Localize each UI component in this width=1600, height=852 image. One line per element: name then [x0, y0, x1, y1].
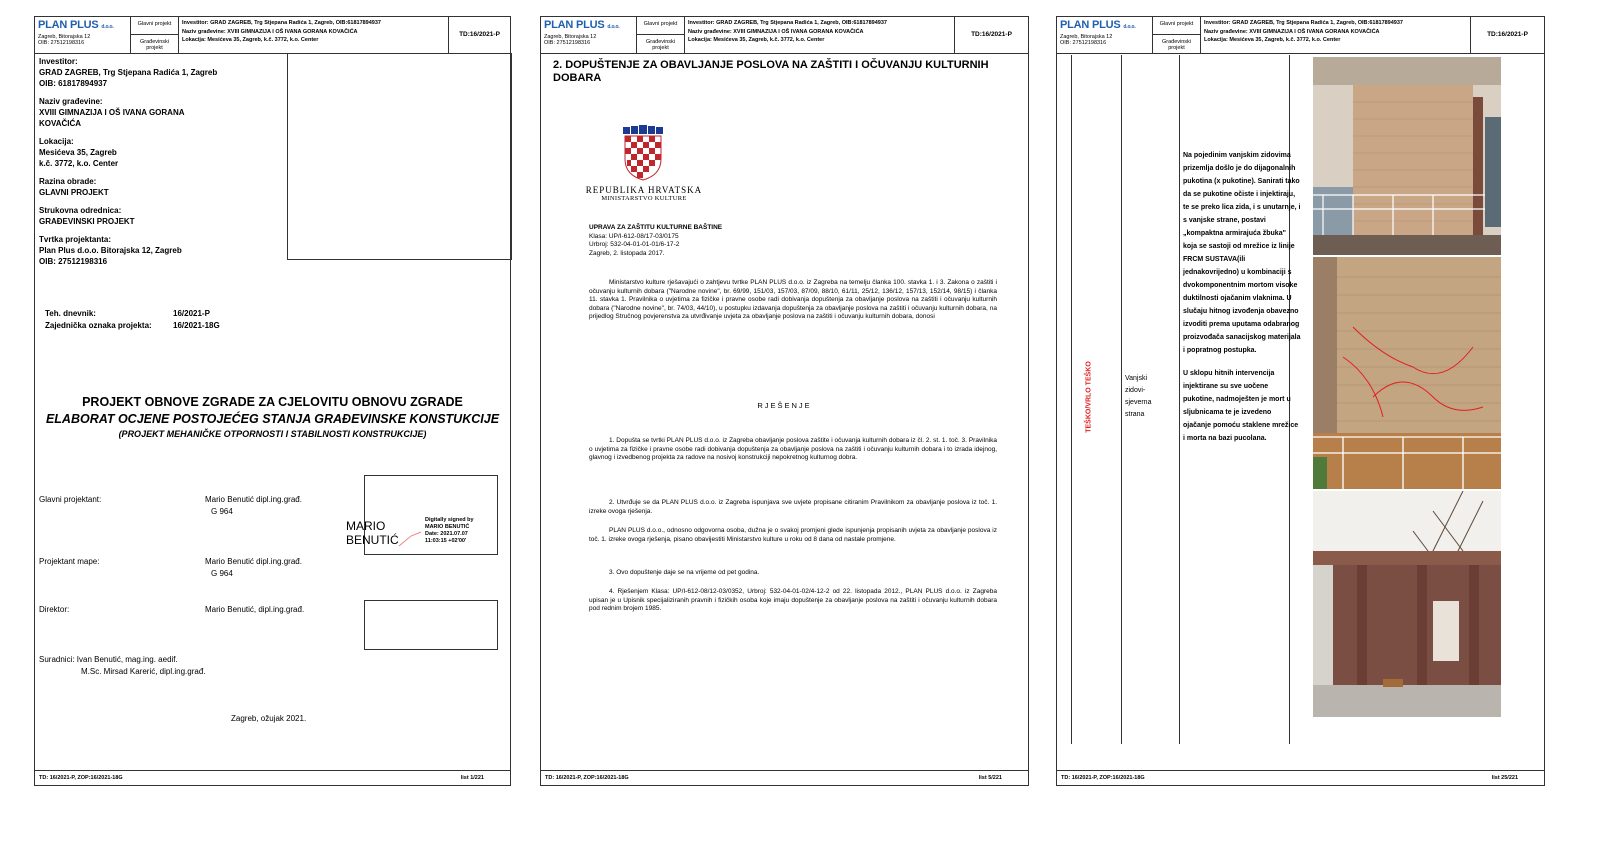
- decision-point-2: 2. Utvrđuje se da PLAN PLUS d.o.o. iz Zagreba ispunjava sve uvjete propisane citiranim Pravilnikom za obavljanje poslova iz toč. 1. izreke ovoga rješenja.: [589, 499, 997, 515]
- document-page-1: PLAN PLUS d.o.o. Zagreb, Bitorajska 12 OIB: 27512198316 Glavni projekt Građevinski projekt Investitor: GRAD ZAGREB, Trg Stjepana Radića 1, Zagreb, OIB:61817894937 Naziv građevine: XVIII GIMNAZIJA I OŠ IVANA GORANA KOVAČIĆA Lokacija: Mesićeva 35, Zagreb, k.č. 3772, k.o. Center TD:16/2021-P Investitor: GRAD ZAGREB, Trg Stjepana Radića 1, Zagreb OIB: 61817894937 Naziv građevine: XVIII GIMNAZIJA I OŠ IVANA GORANA KOVAČIĆA Lokacija: Mesićeva 35, Zagreb k.č. 3772, k.o. Center Razina obrade: GLAVNI PROJEKT Strukovna odrednica: GRAĐEVINSKI PROJEKT Tvrtka projektanta: Plan Plus d.o.o. Bitorajska 12, Zagreb OIB: 27512198316 Teh. dnevnik: 16/2021-P Zajednička oznaka projekta: 16/2021-18G PROJEKT OBNOVE ZGRADE ZA CJELOVITU OBNOVU ZGRADE ELABORAT OCJENE POSTOJEĆEG STANJA GRAĐEVINSKE KONSTUKCIJE (PROJEKT MEHANIČKE OTPORNOSTI I STABILNOSTI KONSTRUKCIJE) Glavni projektant: Mario Benutić dipl.ing.građ. G 964 MARIO BENUTIĆ Digitally signed by MARIO BENUTIĆ Date: 2021.07.07 11:03:15 +02'00' Projektant mape: Mario Benutić dipl.ing.građ. G 964 Direktor: Mario Benutić, dipl.ing.građ. Suradnici: Ivan Benutić, mag.ing. aedif. M.Sc. Mirsad Karerić, dipl.ing.građ. Zagreb, ožujak 2021. TD: 16/2021-P, ZOP:16/2021-18G list 1/221: [34, 16, 511, 786]
- tech-number: TD:16/2021-P: [971, 31, 1012, 38]
- decision-point-1: 1. Dopušta se tvrtki PLAN PLUS d.o.o. iz Zagreba obavljanje poslova zaštite i očuvanja kulturnih dobara iz čl. 2. st. 1. toč. 3. Pravilnika o uvjetima za fizičke i pravne osobe radi dobivanja dopuštenja za obavljanje poslova na zaštiti i očuvanju kulturnih dobara i to izrada idejnog, glavnog i izvedbenog projekta za radove na nosivoj konstrukciji nepokretnog kulturnog dobra.: [589, 437, 997, 461]
- damage-description: Na pojedinim vanjskim zidovima prizemlja došlo je do dijagonalnih pukotina (x pukotine). Sanirati tako da se pukotine očiste i injektiraju, te se preko lica zida, i s unutarnje, i s vanjske strane, postavi „kompaktna armirajuća žbuka" koja se sastoji od mrežice iz linije FRCM SUSTAVA(ili jednakovrijedno) u kombinaciji s dvokomponentnim mortom visoke duktilnosti ojačanim vlaknima. U slučaju hitnog izvođenja obavezno izvoditi prema uputama odabranog proizvođača sanacijskog materijala i popratnog postupka. U sklopu hitnih intervencija injektirane su sve uočene pukotine, nadmoješten je mort u sljubnicama te je izvedeno ojačanje pomoću staklene mrežice i morta na bazi pucolana.: [1183, 152, 1301, 442]
- company-logo: PLAN PLUS d.o.o. Zagreb, Bitorajska 12 OIB: 27512198316: [541, 17, 637, 53]
- page-header: PLAN PLUS d.o.o. Zagreb, Bitorajska 12 OIB: 27512198316 Glavni projekt Građevinski projekt Investitor: GRAD ZAGREB, Trg Stjepana Radića 1, Zagreb, OIB:61817894937 Naziv građevine: XVIII GIMNAZIJA I OŠ IVANA GORANA KOVAČIĆA Lokacija: Mesićeva 35, Zagreb, k.č. 3772, k.o. Center TD:16/2021-P: [1057, 17, 1544, 54]
- document-title: PROJEKT OBNOVE ZGRADE ZA CJELOVITU OBNOVU ZGRADE ELABORAT OCJENE POSTOJEĆEG STANJA GRAĐEVINSKE KONSTUKCIJE (PROJEKT MEHANIČKE OTPORNOSTI I STABILNOSTI KONSTRUKCIJE): [45, 395, 500, 439]
- decision-intro: Ministarstvo kulture rješavajući o zahtjevu tvrtke PLAN PLUS d.o.o. iz Zagreba na temelju članka 100. stavka 1. i 3. Zakona o zaštiti i očuvanju kulturnih dobara ("Narodne novine", br. 69/99, 151/03, 157/03, 87/09, 88/10, 61/11, 25/12, 136/12, 157/13, 152/14, 98/15) i članka 11. stavka 1. Pravilnika o uvjetima za fizičke i pravne osobe radi dobivanja dopuštenja za obavljanje poslova na zaštiti i očuvanju kulturnih dobara ("Narodne novine", br. 74/03, 44/10), u postupku izdavanja dopuštenja za obavljanje poslova na zaštiti i očuvanju kulturnih dobara, na prijedlog Stručnog povjerenstva za utvrđivanje uvjeta za obavljanje poslova na zaštiti i očuvanju kulturnih dobara, donosi: [589, 279, 997, 320]
- digital-signature: Digitally signed by MARIO BENUTIĆ Date: 2021.07.07 11:03:15 +02'00': [425, 517, 474, 544]
- ministry-heading: REPUBLIKA HRVATSKA MINISTARSTVO KULTURE: [585, 185, 703, 202]
- tech-number: TD:16/2021-P: [459, 31, 500, 38]
- decision-point-3: 3. Ovo dopuštenje daje se na vrijeme od pet godina.: [609, 569, 760, 576]
- photo-balcony-wall: [1313, 57, 1501, 255]
- croatian-coat-of-arms-icon: [621, 125, 665, 181]
- page-footer: TD: 16/2021-P, ZOP:16/2021-18G list 5/221: [541, 770, 1028, 785]
- decision-point-4: 4. Rješenjem Klasa: UP/I-612-08/12-03/0352, Urbroj: 532-04-01-02/4-12-2 od 22. listopada 2012., PLAN PLUS d.o.o. iz Zagreba upisan je u Upisnik specijaliziranih pravnih i fizičkih osoba koje imaju dopuštenje za obavljanje poslova na zaštiti i očuvanju kulturnih dobara pod rednim brojem 1985.: [589, 588, 997, 612]
- project-info: Investitor: GRAD ZAGREB, Trg Stjepana Radića 1, Zagreb OIB: 61817894937 Naziv građevine: XVIII GIMNAZIJA I OŠ IVANA GORANA KOVAČIĆA Lokacija: Mesićeva 35, Zagreb k.č. 3772, k.o. Center Razina obrade: GLAVNI PROJEKT Strukovna odrednica: GRAĐEVINSKI PROJEKT Tvrtka projektanta: Plan Plus d.o.o. Bitorajska 12, Zagreb OIB: 27512198316: [39, 57, 218, 266]
- signature-mark-icon: [397, 530, 425, 548]
- photo-cracked-wall: [1313, 257, 1501, 489]
- element-name: Vanjski zidovi- sjeverna strana: [1125, 375, 1152, 418]
- page-footer: TD: 16/2021-P, ZOP:16/2021-18G list 25/221: [1057, 770, 1544, 785]
- signature-name: MARIO BENUTIĆ: [346, 519, 399, 547]
- photo-building-facade: [1313, 491, 1501, 717]
- document-page-2: [540, 16, 1029, 786]
- decision-heading: RJEŠENJE: [757, 401, 812, 410]
- severity-label: TEŠKO/VRLO TEŠKO: [1085, 361, 1093, 433]
- decision-meta: UPRAVA ZA ZAŠTITU KULTURNE BAŠTINE Klasa: UP/I-612-08/17-03/0175 Urbroj: 532-04-01-01-01/6-17-2 Zagreb, 2. listopada 2017.: [589, 224, 723, 257]
- document-page-3: [1056, 16, 1545, 786]
- page-header: PLAN PLUS d.o.o. Zagreb, Bitorajska 12 OIB: 27512198316 Glavni projekt Građevinski projekt Investitor: GRAD ZAGREB, Trg Stjepana Radića 1, Zagreb, OIB:61817894937 Naziv građevine: XVIII GIMNAZIJA I OŠ IVANA GORANA KOVAČIĆA Lokacija: Mesićeva 35, Zagreb, k.č. 3772, k.o. Center TD:16/2021-P: [35, 17, 510, 54]
- decision-point-2b: PLAN PLUS d.o.o., odnosno odgovorna osoba, dužna je o svakoj promjeni glede ispunjenja propisanih uvjeta za obavljanje poslova iz toč. 1. izreke ovoga rješenja, pisano obavijestiti Ministarstvo kulture u roku od 8 dana od nastale promjene.: [589, 527, 997, 543]
- company-logo: PLAN PLUS d.o.o. Zagreb, Bitorajska 12 OIB: 27512198316: [1057, 17, 1153, 53]
- page-footer: TD: 16/2021-P, ZOP:16/2021-18G list 1/221: [35, 770, 510, 785]
- director-signature-box: [364, 600, 498, 650]
- page-header: PLAN PLUS d.o.o. Zagreb, Bitorajska 12 OIB: 27512198316 Glavni projekt Građevinski projekt Investitor: GRAD ZAGREB, Trg Stjepana Radića 1, Zagreb, OIB:61817894937 Naziv građevine: XVIII GIMNAZIJA I OŠ IVANA GORANA KOVAČIĆA Lokacija: Mesićeva 35, Zagreb, k.č. 3772, k.o. Center TD:16/2021-P: [541, 17, 1028, 54]
- company-logo: PLAN PLUS d.o.o. Zagreb, Bitorajska 12 OIB: 27512198316: [35, 17, 131, 53]
- stamp-box: [287, 53, 512, 260]
- tech-number: TD:16/2021-P: [1487, 31, 1528, 38]
- section-title: 2. DOPUŠTENJE ZA OBAVLJANJE POSLOVA NA ZAŠTITI I OČUVANJU KULTURNIH DOBARA: [553, 59, 989, 84]
